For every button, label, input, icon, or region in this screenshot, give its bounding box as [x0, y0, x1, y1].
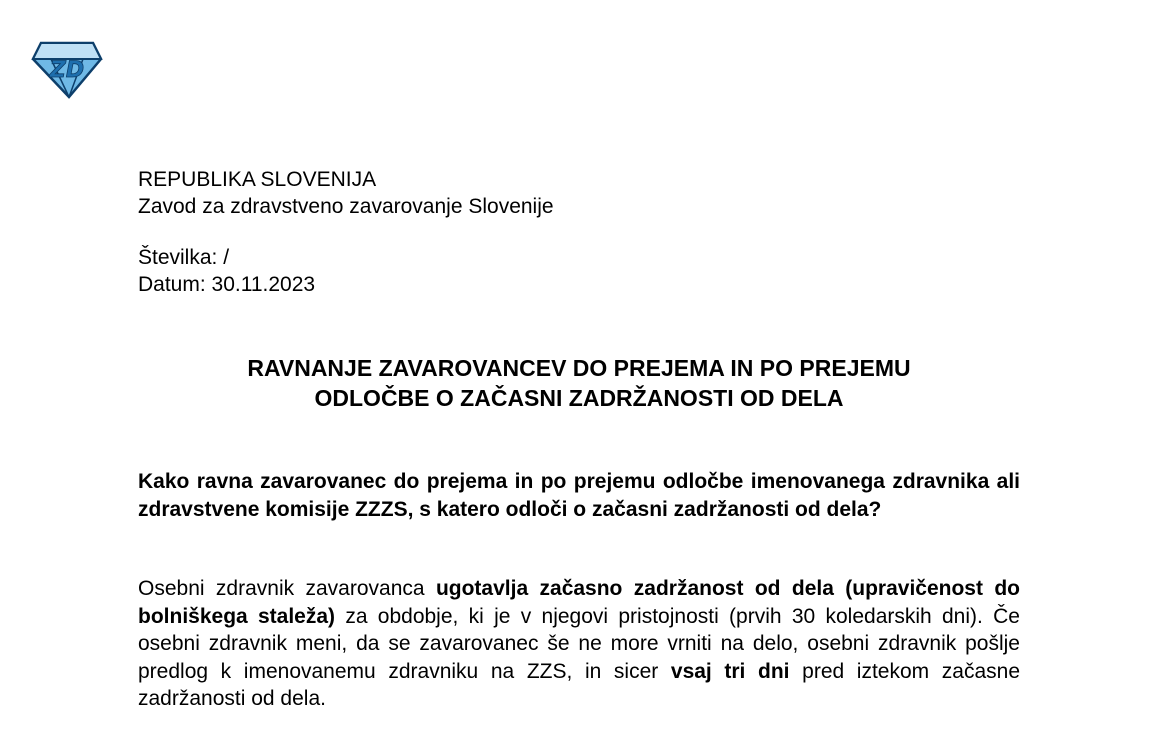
- body-paragraph: [138, 575, 1020, 713]
- para2-bold-2: vsaj tri dni: [670, 659, 790, 683]
- header-institution: Zavod za zdravstveno zavarovanje Slovenije: [138, 195, 554, 218]
- zzzs-logo: [31, 41, 103, 99]
- para2-bold-1: ugotavlja začasno zadržanost od dela (upravičenost do bolniškega staleža): [138, 577, 1021, 628]
- document-date: [138, 271, 315, 298]
- document-title: [138, 353, 1020, 413]
- title-line-2: ODLOČBE O ZAČASNI ZADRŽANOSTI OD DELA: [314, 385, 844, 411]
- para2-text-2: za obdobje, ki je v njegovi pristojnosti (prvih 30 koledarskih dni). Če osebni zdravnik meni, da se zavarovanec še ne more vrniti na delo, osebni zdravnik pošlje predlog k imenovanemu zdravniku na ZZS, in sicer: [138, 604, 1020, 683]
- logo-text: ZD: [49, 58, 85, 83]
- number-label: Številka:: [138, 246, 224, 269]
- para2-text-1: Osebni zdravnik zavarovanca: [138, 577, 436, 600]
- title-line-1: RAVNANJE ZAVAROVANCEV DO PREJEMA IN PO PREJEMU: [247, 355, 911, 381]
- question-paragraph: Kako ravna zavarovanec do prejema in po prejemu odločbe imenovanega zdravnika ali zdravstvene komisije ZZZS, s katero odloči o začasni zadržanosti od dela?: [138, 470, 1020, 521]
- document-number: [138, 244, 315, 271]
- document-meta: [138, 244, 315, 298]
- letterhead: [138, 166, 554, 220]
- header-country: REPUBLIKA SLOVENIJA: [138, 168, 377, 191]
- number-value: /: [223, 246, 230, 269]
- date-label: Datum:: [138, 273, 212, 296]
- zzzs-diamond-logo-icon: [31, 41, 103, 99]
- para2-text-3: pred iztekom začasne zadržanosti od dela.: [138, 659, 1020, 710]
- date-value: 30.11.2023: [211, 273, 316, 296]
